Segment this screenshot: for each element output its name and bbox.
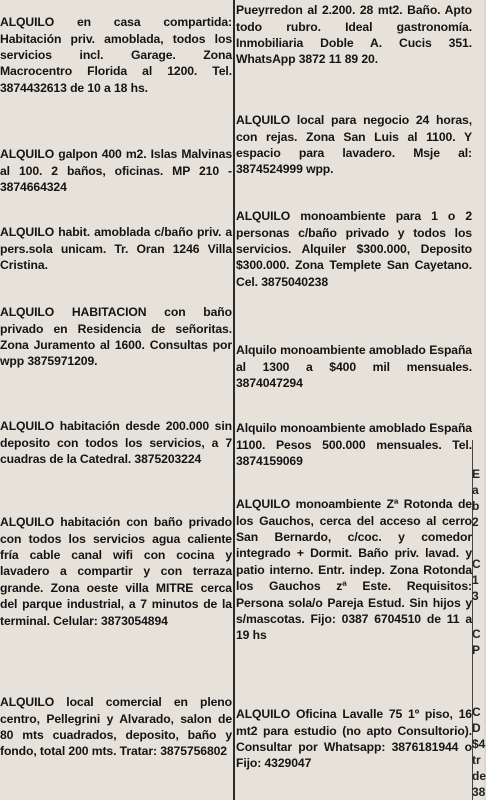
ad-text: HABITACION con baño privado en Residencia de señoritas. Zona Juramento al 1600. Consultas por wpp 3875971209.	[0, 305, 232, 369]
ad-keyword: Alquilo	[236, 343, 277, 358]
classified-ad	[236, 2, 472, 68]
classified-ad	[0, 224, 232, 273]
ad-keyword: ALQUILO	[236, 209, 291, 224]
ad-keyword: ALQUILO	[236, 497, 291, 512]
classified-ad	[0, 304, 232, 370]
classified-ad	[236, 208, 472, 290]
ad-keyword: Alquilo	[236, 421, 277, 436]
ad-text: Pueyrredon al 2.200. 28 mt2. Baño. Apto todo rubro. Ideal gastronomía. Inmobiliaria Doble A. Cucis 351. WhatsApp 3872 11 89 20.	[236, 3, 472, 67]
ad-keyword: ALQUILO	[0, 305, 55, 320]
edge-fragment: C	[472, 705, 481, 719]
ad-text: en casa compartida: Habitación priv. amoblada, todos los servicios incl. Garage. Zona Macrocentro Florida al 1200. Tel. 3874432613 de 10 a 18 hs.	[0, 15, 232, 95]
edge-fragment: D	[472, 721, 481, 735]
edge-fragment: 3	[472, 589, 479, 603]
edge-fragment: de	[472, 769, 486, 783]
ad-text: habit. amoblada c/baño priv. a pers.sola unicam. Tr. Oran 1246 Villa Cristina.	[0, 225, 232, 272]
classified-ad	[0, 146, 232, 195]
ad-text: monoambiente Zª Rotonda de los Gauchos, cerca del acceso al cerro San Bernardo, c/coc. y comedor integrado + Dormit. Baño priv. lavad. y patio interno. Entr. indep. Zona Rotonda los Gauchos zª Este. Requisitos: Persona sola/o Pareja Estud. Sin hijos y s/mascotas. Fijo: 0387 6704510 de 11 a 19 hs	[236, 497, 472, 643]
ad-text: local comercial en pleno centro, Pellegrini y Alvarado, salon de 80 mts cuadrados, deposito, baño y fondo, total 200 mts. Tratar: 3875756802	[0, 695, 232, 759]
ad-keyword: ALQUILO	[236, 707, 291, 722]
ad-text: habitación desde 200.000 sin deposito con todos los servicios, a 7 cuadras de la Catedral. 3875203224	[0, 419, 232, 466]
ad-keyword: ALQUILO	[0, 695, 55, 710]
ad-keyword: ALQUILO	[0, 147, 55, 162]
ad-keyword: ALQUILO	[0, 225, 55, 240]
classified-ad	[236, 342, 472, 391]
ad-text: Oficina Lavalle 75 1º piso, 16 mt2 para estudio (no apto Consultorio). Consultar por Whatsapp: 3876181944 o Fijo: 4329047	[236, 707, 472, 771]
ad-keyword: ALQUILO	[0, 419, 55, 434]
edge-fragment: E	[472, 467, 481, 481]
ad-keyword: ALQUILO	[0, 15, 55, 30]
classified-ad	[0, 14, 232, 96]
edge-fragment: 2	[472, 515, 479, 529]
edge-fragment: tr	[472, 753, 481, 767]
classified-ad	[236, 112, 472, 178]
classified-ad	[0, 514, 232, 629]
classified-ad	[236, 496, 472, 644]
classified-ad	[0, 694, 232, 760]
ad-text: galpon 400 m2. Islas Malvinas al 100. 2 baños, oficinas. MP 210 - 3874664324	[0, 147, 232, 194]
ad-text: monoambiente para 1 o 2 personas c/baño privado y todos los servicios. Alquiler $300.000, Deposito $300.000. Zona Templete San Cayetano. Cel. 3875040238	[236, 209, 472, 289]
ad-keyword: ALQUILO	[0, 515, 55, 530]
edge-fragment: C	[472, 627, 481, 641]
edge-fragment: P	[472, 643, 481, 657]
edge-fragment: $4	[472, 737, 486, 751]
ad-text: habitación con baño privado con todos los servicios agua caliente fría cable canal wifi con cocina y lavadero a compartir y con terraza grande. Zona oeste villa MITRE cerca del parque industrial, a 7 minutos de la terminal. Celular: 3873054894	[0, 515, 233, 628]
edge-fragment: 38	[472, 785, 486, 799]
edge-fragment: 1	[472, 573, 479, 587]
classified-ad	[236, 420, 472, 469]
ad-text: local para negocio 24 horas, con rejas. Zona San Luis al 1100. Y espacio para lavadero. Msje al: 3874524999 wpp.	[236, 113, 472, 177]
edge-fragment: C	[472, 557, 481, 571]
column-divider	[233, 0, 235, 800]
ad-text: monoambiente amoblado España 1100. Pesos 500.000 mensuales. Tel. 3874159069	[236, 421, 472, 468]
classified-ad	[0, 418, 232, 467]
edge-fragment: a	[472, 483, 479, 497]
ad-keyword: ALQUILO	[236, 113, 291, 128]
classified-ad	[236, 706, 472, 772]
ad-text: monoambiente amoblado España al 1300 a $400 mil mensuales. 3874047294	[236, 343, 472, 390]
edge-fragment: b	[472, 499, 480, 513]
